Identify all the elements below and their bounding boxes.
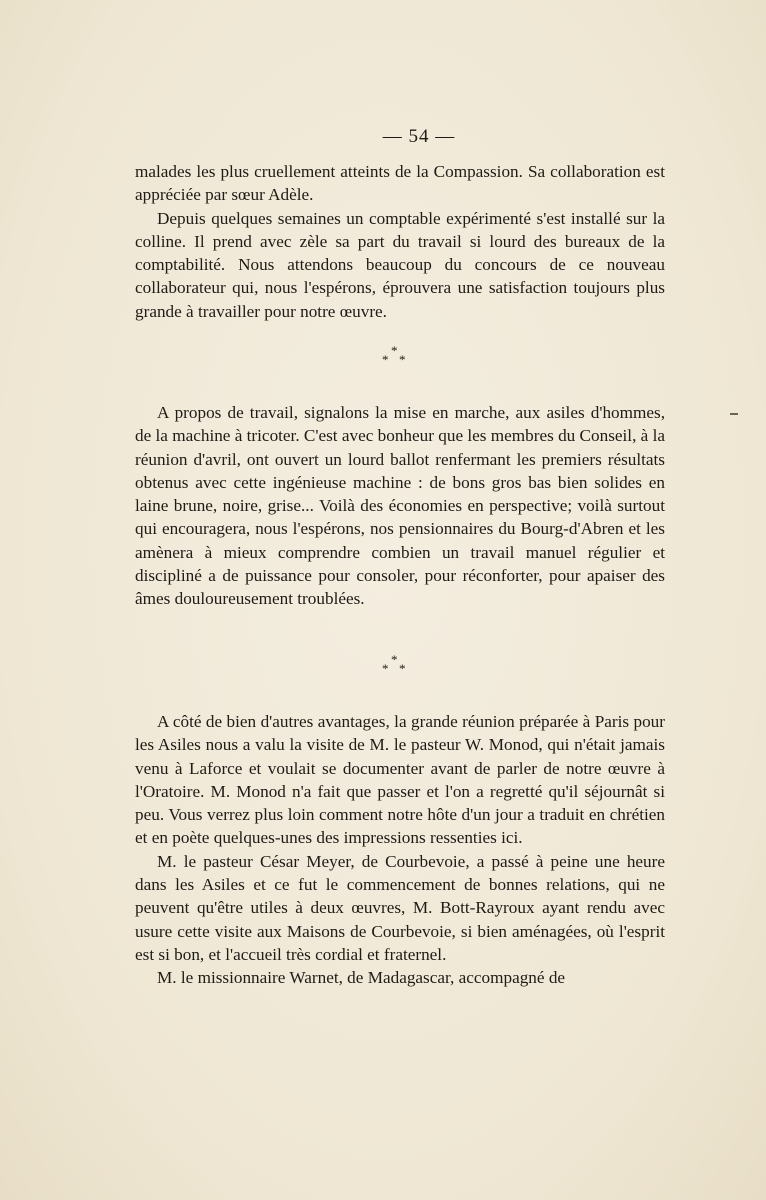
- paragraph: A côté de bien d'autres avantages, la grande réunion préparée à Paris pour les Asiles nous a valu la visite de M. le pasteur W. Monod, qui n'était jamais venu à Laforce et voulait se documenter avant de parler de notre œuvre à l'Oratoire. M. Monod n'a fait que passer et l'on a regretté qu'il séjournât si peu. Vous verrez plus loin comment notre hôte d'un jour a traduit en chrétien et en poète quelques-unes des impressions ressenties ici.: [135, 712, 665, 848]
- asterism-star: *: [382, 661, 389, 676]
- asterism-divider: [374, 652, 414, 677]
- paragraph: A propos de travail, signalons la mise en marche, aux asiles d'hommes, de la machine à tricoter. C'est avec bonheur que les membres du Conseil, à la réunion d'avril, ont ouvert un lourd ballot renfermant les premiers résultats obtenus avec cette ingénieuse machine : de bons gros bas bien solides en laine brune, noire, grise... Voilà des économies en perspective; voilà surtout qui encouragera, nous l'espérons, nos pensionnaires du Bourg-d'Abren et les amènera à mieux comprendre combien un travail manuel régulier et discipliné a de puissance pour consoler, pour réconforter, pour apaiser des âmes douloureusement troublées.: [135, 403, 666, 609]
- section-machine-a-tricoter: [135, 401, 665, 611]
- section-compassion: [135, 160, 665, 323]
- asterism-star: *: [399, 661, 406, 676]
- asterism-divider: [374, 343, 414, 368]
- paragraph: Depuis quelques semaines un comptable expérimenté s'est installé sur la colline. Il prend avec zèle sa part du travail si lourd des bureaux de la comptabilité. Nous attendons beaucoup du concours de ce nouveau collaborateur qui, nous l'espérons, éprouvera une satisfaction toujours plus grande à travailler pour notre œuvre.: [135, 208, 665, 321]
- page-number: — 54 —: [382, 126, 456, 147]
- margin-mark: [730, 413, 738, 415]
- paragraph: M. le missionnaire Warnet, de Madagascar, accompagné de: [157, 968, 566, 988]
- paragraph: M. le pasteur César Meyer, de Courbevoie, a passé à peine une heure dans les Asiles et ce fut le commencement de bonnes relations, qui ne peuvent qu'être utiles à deux œuvres, M. Bott-Rayroux ayant rendu avec usure cette visite aux Maisons de Courbevoie, si bien aménagées, où l'esprit est si bon, et l'accueil très cordial et fraternel.: [135, 851, 665, 964]
- asterism-star: *: [399, 352, 406, 367]
- asterism-star: *: [391, 652, 398, 667]
- section-visites: [135, 710, 665, 990]
- asterism-star: *: [391, 343, 398, 358]
- asterism-star: *: [382, 352, 389, 367]
- paragraph: malades les plus cruellement atteints de la Compassion. Sa collaboration est appréciée par sœur Adèle.: [135, 162, 665, 205]
